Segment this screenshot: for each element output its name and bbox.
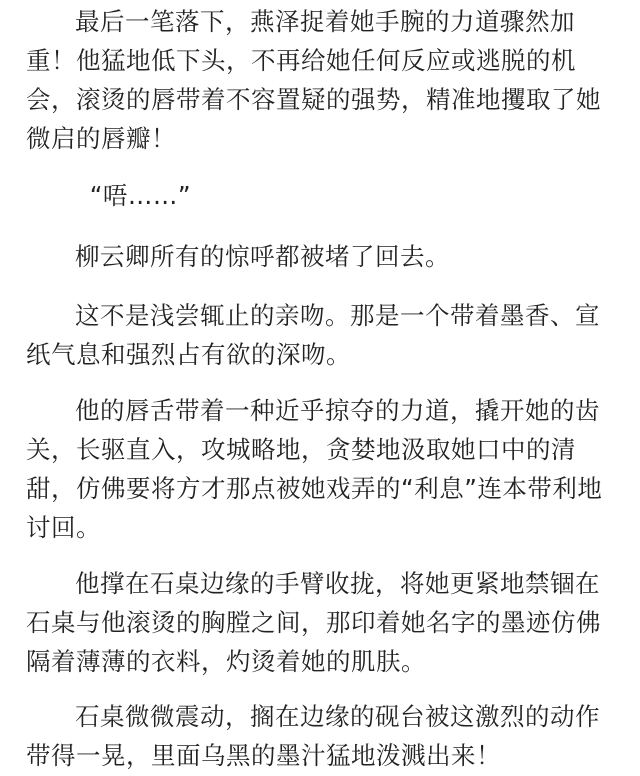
paragraph-7: 石桌微微震动，搁在边缘的砚台被这激烈的动作带得一晃，里面乌黑的墨汁猛地泼溅出来！ [26, 702, 600, 770]
paragraph-5: 他的唇舌带着一种近乎掠夺的力道，撬开她的齿关，长驱直入，攻城略地，贪婪地汲取她口中的清甜，仿佛要将方才那点被她戏弄的“利息”连本带利地讨回。 [26, 396, 603, 542]
paragraph-1: 最后一笔落下，燕泽捉着她手腕的力道骤然加重！他猛地低下头，不再给她任何反应或逃脱的机会，滚烫的唇带着不容置疑的强势，精准地攫取了她微启的唇瓣！ [26, 7, 601, 153]
paragraph-6: 他撑在石桌边缘的手臂收拢，将她更紧地禁锢在石桌与他滚烫的胸膛之间，那印着她名字的墨迹仿佛隔着薄薄的衣料，灼烫着她的肌肤。 [26, 569, 601, 676]
paragraph-4: 这不是浅尝辄止的亲吻。那是一个带着墨香、宣纸气息和强烈占有欲的深吻。 [26, 301, 600, 369]
paragraph-3: 柳云卿所有的惊呼都被堵了回去。 [75, 242, 450, 271]
paragraph-2: “唔……” [89, 181, 192, 210]
